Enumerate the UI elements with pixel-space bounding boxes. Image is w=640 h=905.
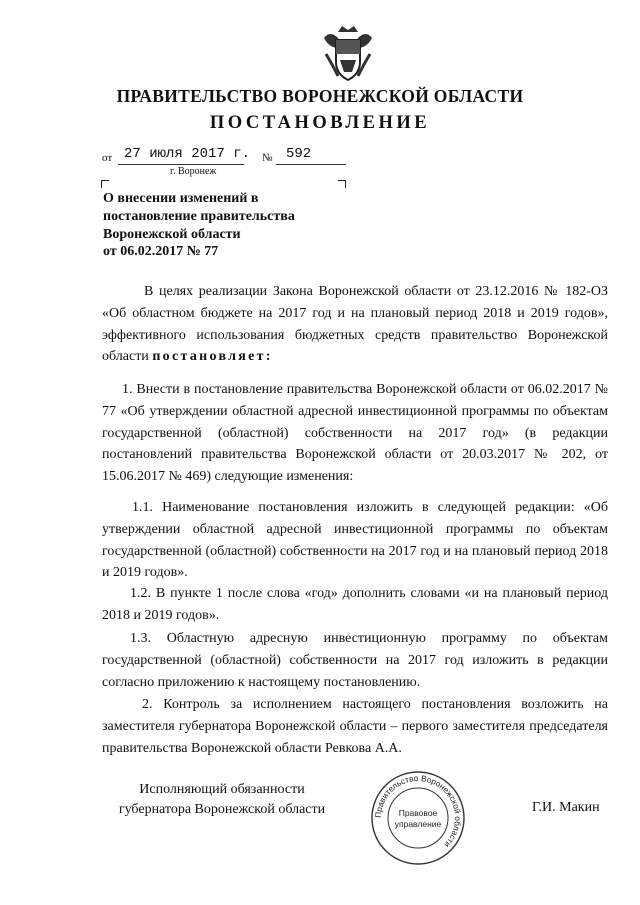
paragraph-2 [102,694,608,759]
signatory-title [102,780,342,820]
number-prefix: № [262,152,273,164]
intro-text: В целях реализации Закона Воронежской области от 23.12.2016 № 182-ОЗ «Об областном бюджете на 2017 год и на плановый период 2018 и 2019 годов», эффективного использования бюджетных средств правительство Воронежской области [102,284,608,365]
document-subject [103,190,353,261]
paragraph-text: 1.2. В пункте 1 после слова «год» дополнить словами «и на плановый период 2018 и 2019 годов». [102,586,608,623]
corner-bracket-right [338,180,346,188]
signatory-title-line: губернатора Воронежской области [118,802,326,817]
number-underline [276,164,346,165]
paragraph-text: 2. Контроль за исполнением настоящего постановления возложить на заместителя губернатора Воронежской области – первого заместителя председателя правительства Воронежской области Ревкова А.А. [102,697,608,756]
signatory-title-line: Исполняющий обязанности [139,782,305,797]
subject-line: Воронежской области [103,226,241,242]
paragraph-text: 1.1. Наименование постановления изложить в следующей редакции: «Об утверждении областной адресной инвестиционной программы по объектам государственной (областной) собственности на 2017 год и на плановый период 2018 и 2019 годов». [102,500,608,581]
intro-verb: постановляет: [152,349,273,365]
date-value: 27 июля 2017 г. [124,146,251,162]
number-value: 592 [286,146,312,162]
date-prefix: от [102,152,113,164]
paragraph-text: 1.3. Областную адресную инвестиционную программу по объектам государственной (областной) собственности на 2017 год изложить в редакции согласно приложению к настоящему постановлению. [102,631,608,690]
coat-of-arms-emblem [316,24,380,84]
stamp-ring-text: Правительство Воронежской области [372,772,464,850]
signatory-name: Г.И. Макин [532,800,600,815]
paragraph-text: 1. Внести в постановление правительства Воронежской области от 06.02.2017 № 77 «Об утверждении областной адресной инвестиционной программы по объектам государственной (областной) собственности на 2017 год» (в редакции постановлений правительства Воронежской области от 20.03.2017 № 202, от 15.06.2017 № 469) следующие изменения: [102,382,608,485]
subject-line: постановление правительства [103,208,295,224]
document-type-title: ПОСТАНОВЛЕНИЕ [209,113,431,133]
corner-bracket-left [101,180,109,188]
paragraph-1-1 [102,497,608,584]
stamp-inner-line: управление [394,819,442,829]
city-label: г. Воронеж [170,166,217,177]
paragraph-1-3 [102,628,608,693]
stamp-inner-line: Правовое [398,808,438,818]
subject-line: О внесении изменений в [103,191,259,206]
subject-line: от 06.02.2017 № 77 [103,244,219,260]
paragraph-1 [102,379,608,488]
official-stamp [368,768,468,868]
government-title: ПРАВИТЕЛЬСТВО ВОРОНЕЖСКОЙ ОБЛАСТИ [116,86,524,106]
paragraph-1-2 [102,583,608,627]
date-underline [118,164,244,165]
intro-paragraph [102,281,608,368]
